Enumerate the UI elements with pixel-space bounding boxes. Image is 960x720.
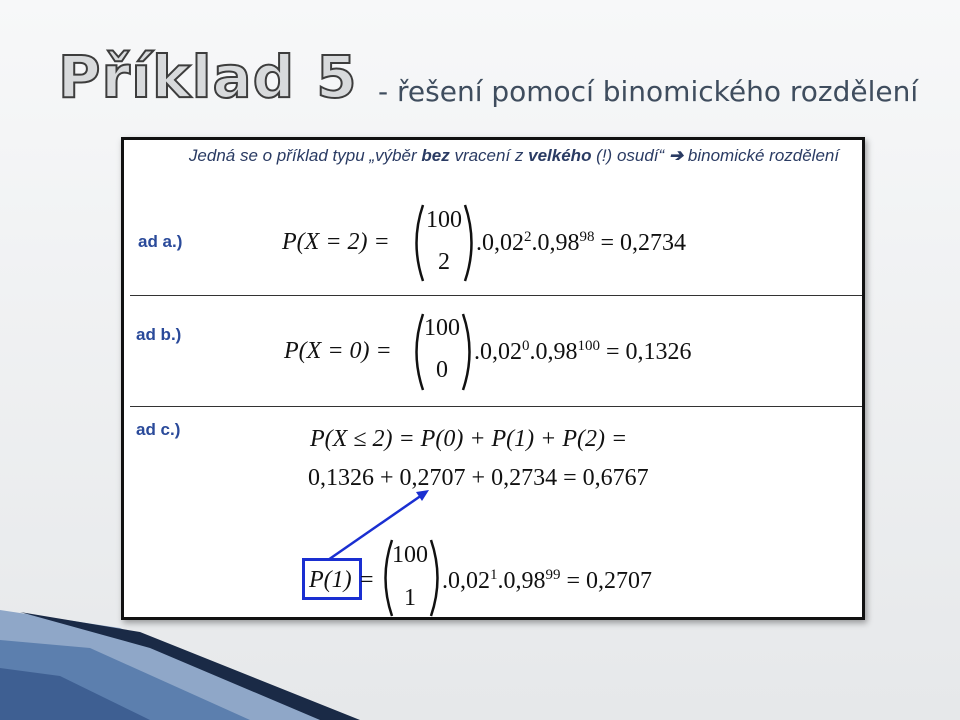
binom-a-n: 100: [426, 207, 462, 233]
formula-a-lhs-text: P(X = 2) =: [282, 229, 390, 255]
solution-panel: [121, 137, 865, 620]
arrow-glyph: ➔: [668, 146, 684, 165]
p1-text: P(1): [309, 567, 352, 593]
formula-c-line2: 0,1326 + 0,2707 + 0,2734 = 0,6767: [308, 465, 649, 491]
result: = 0,2707: [560, 568, 653, 594]
term: .0,98: [497, 568, 546, 594]
exponent: 98: [579, 229, 595, 245]
exponent: 99: [545, 567, 561, 583]
intro-part: binomické rozdělení: [683, 146, 840, 165]
binom-c-n: 100: [392, 542, 428, 568]
formula-c-p1-rest: [442, 568, 652, 593]
intro-part: (!) osudí“: [591, 146, 669, 165]
formula-c-p1-lhs: [309, 568, 352, 592]
exponent: 0: [522, 338, 530, 354]
formula-c-line1-text: P(X ≤ 2) = P(0) + P(1) + P(2) =: [310, 426, 628, 452]
term: .0,02: [474, 339, 522, 365]
result: = 0,1326: [600, 339, 692, 365]
label-ad-a: ad a.): [138, 232, 183, 251]
intro-part: vracení z: [449, 146, 529, 165]
binom-b-n: 100: [424, 315, 460, 341]
label-ad-c: ad c.): [136, 420, 181, 439]
binom-b-k: 0: [436, 357, 448, 383]
exponent: 1: [490, 567, 498, 583]
term: .0,02: [442, 568, 490, 594]
formula-c-p1-eq: =: [360, 567, 374, 593]
label-ad-b: ad b.): [136, 325, 182, 344]
binom-a-k: 2: [438, 249, 450, 275]
intro-bold: velkého: [528, 146, 592, 165]
term: .0,02: [476, 230, 524, 256]
slide-title: Příklad 5: [58, 43, 358, 111]
term: .0,98: [529, 339, 578, 365]
term: .0,98: [531, 230, 580, 256]
slide-subtitle: - řešení pomocí binomického rozdělení: [378, 75, 919, 108]
formula-b-lhs-text: P(X = 0) =: [284, 338, 392, 364]
pointer-arrow: [124, 140, 865, 620]
exponent: 100: [577, 338, 600, 354]
intro-part: Jedná se o příklad typu „výběr: [188, 146, 422, 165]
binom-c-k: 1: [404, 585, 416, 611]
result: = 0,2734: [594, 230, 687, 256]
exponent: 2: [524, 229, 532, 245]
intro-bold: bez: [421, 146, 450, 165]
